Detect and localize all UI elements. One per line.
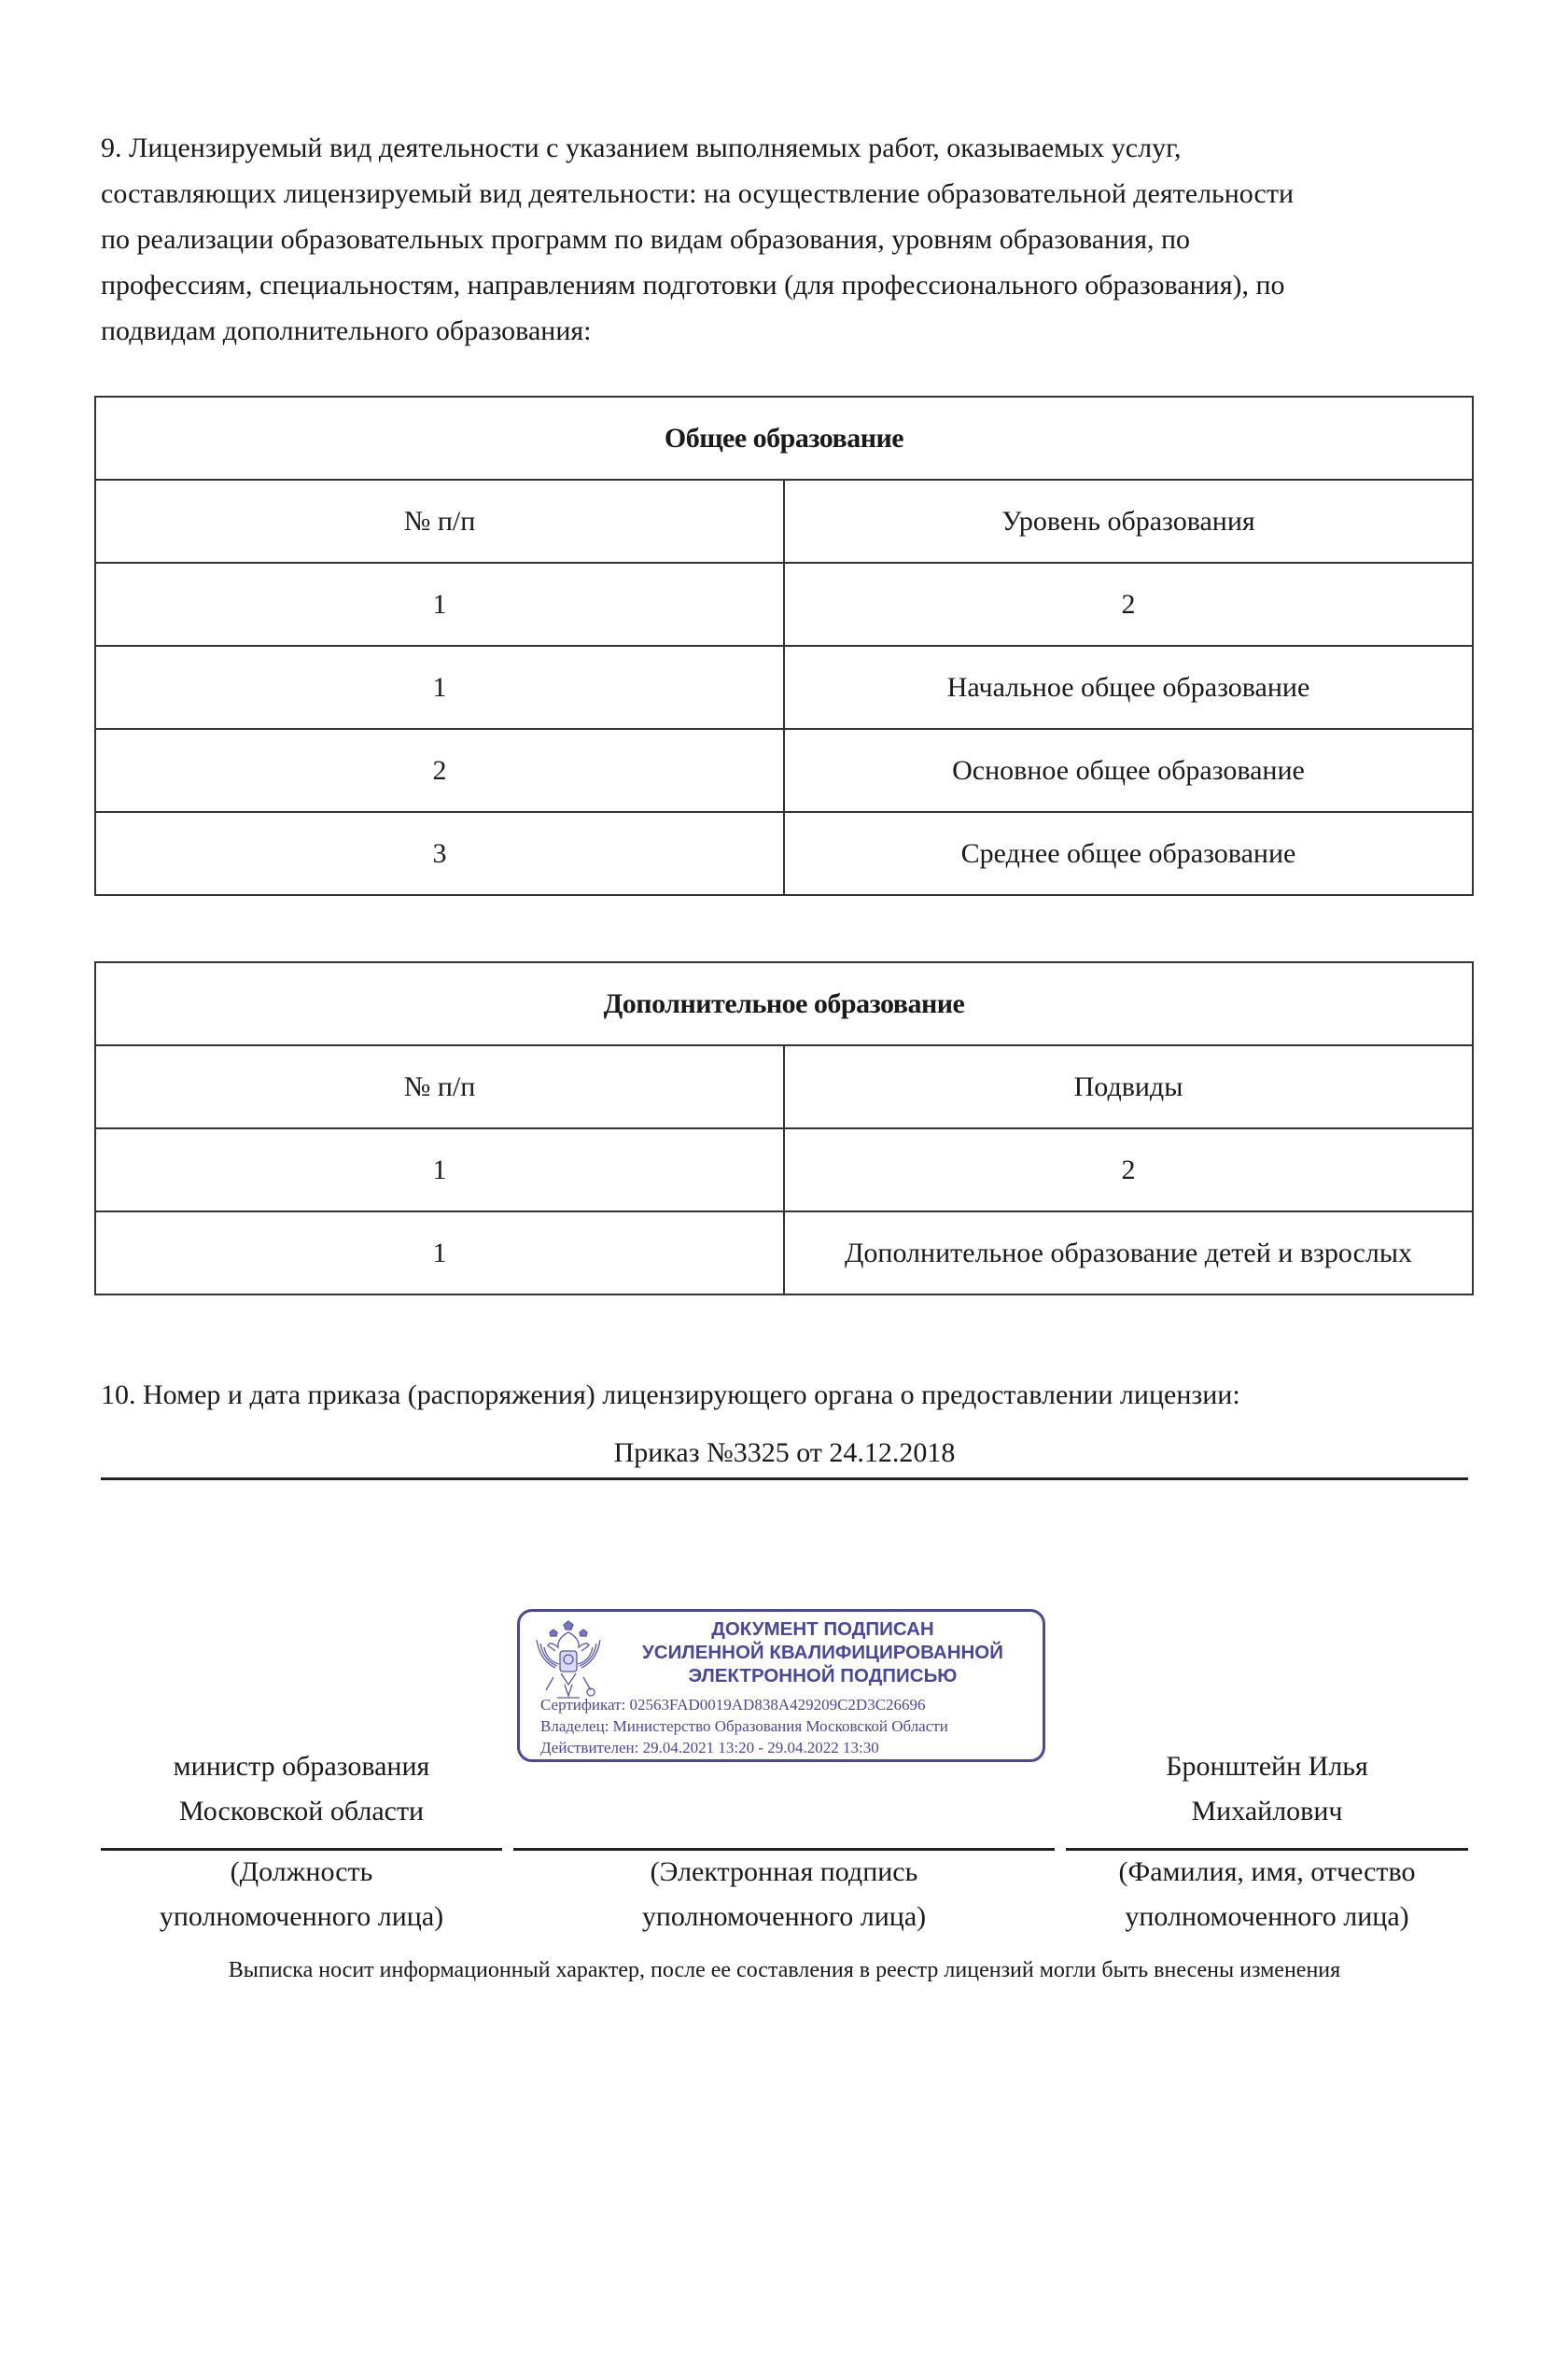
table-row (95, 1128, 1473, 1211)
stamp-heading-line: ДОКУМЕНТ ПОДПИСАН (711, 1618, 934, 1640)
paragraph-line: 9. Лицензируемый вид деятельности с указанием выполняемых работ, оказываемых услуг, (101, 133, 1182, 163)
caption-line: уполномоченного лица) (641, 1901, 927, 1932)
order-underline (101, 1477, 1468, 1480)
row-number: 1 (95, 646, 784, 729)
caption-line: уполномоченного лица) (1125, 1901, 1409, 1932)
column-header-subtypes: Подвиды (784, 1045, 1473, 1128)
stamp-heading (609, 1617, 1037, 1687)
stamp-heading-line: УСИЛЕННОЙ КВАЛИФИЦИРОВАННОЙ (642, 1642, 1003, 1663)
table-row (95, 563, 1473, 646)
row-number: 1 (95, 563, 784, 646)
section-9-paragraph (101, 125, 1482, 354)
general-education-table (94, 396, 1474, 896)
paragraph-line: подвидам дополнительного образования: (101, 315, 592, 346)
row-value: Среднее общее образование (784, 812, 1473, 895)
official-position (101, 1744, 502, 1834)
row-value: Начальное общее образование (784, 646, 1473, 729)
table-title-row (95, 397, 1473, 480)
section-10-label: 10. Номер и дата приказа (распоряжения) лицензирующего органа о предоставлении лицензии: (101, 1379, 1240, 1410)
table-row (95, 729, 1473, 812)
position-line: Московской области (178, 1796, 425, 1826)
column-header-number: № п/п (95, 480, 784, 563)
paragraph-line: профессиям, специальностям, направлениям подготовки (для профессионального образования), по (101, 270, 1285, 301)
stamp-details (540, 1694, 948, 1758)
row-value: 2 (784, 563, 1473, 646)
caption-line: (Электронная подпись (650, 1856, 918, 1887)
table-row (95, 812, 1473, 895)
row-value: 2 (784, 1128, 1473, 1211)
disclaimer-note: Выписка носит информационный характер, после ее составления в реестр лицензий могли быть внесены изменения (228, 1958, 1341, 1982)
table-title: Общее образование (95, 397, 1473, 480)
official-name (1066, 1744, 1468, 1834)
table-row (95, 1211, 1473, 1294)
electronic-signature-stamp (517, 1609, 1045, 1762)
paragraph-line: по реализации образовательных программ по видам образования, уровням образования, по (101, 224, 1191, 255)
row-value: Дополнительное образование детей и взрослых (784, 1211, 1473, 1294)
row-number: 1 (95, 1128, 784, 1211)
order-number-date: Приказ №3325 от 24.12.2018 (613, 1437, 956, 1468)
position-line: министр образования (173, 1751, 430, 1782)
additional-education-table (94, 961, 1474, 1295)
signature-caption (513, 1850, 1055, 1939)
table-title: Дополнительное образование (95, 962, 1473, 1045)
stamp-certificate: Сертификат: 02563FAD0019AD838A429209C2D3C26696 (540, 1696, 926, 1714)
table-header-row (95, 480, 1473, 563)
name-line: Бронштейн Илья (1166, 1751, 1368, 1782)
caption-line: уполномоченного лица) (159, 1901, 444, 1932)
paragraph-line: составляющих лицензируемый вид деятельности: на осуществление образовательной деятельности (101, 178, 1295, 209)
coat-of-arms-icon (533, 1619, 604, 1705)
row-number: 3 (95, 812, 784, 895)
stamp-owner: Владелец: Министерство Образования Московской Области (540, 1717, 948, 1735)
column-header-number: № п/п (95, 1045, 784, 1128)
caption-line: (Должность (230, 1856, 373, 1887)
stamp-heading-line: ЭЛЕКТРОННОЙ ПОДПИСЬЮ (688, 1665, 958, 1686)
row-number: 1 (95, 1211, 784, 1294)
stamp-validity: Действителен: 29.04.2021 13:20 - 29.04.2022 13:30 (540, 1739, 879, 1756)
name-caption (1066, 1850, 1468, 1939)
name-line: Михайлович (1191, 1796, 1343, 1826)
column-header-level: Уровень образования (784, 480, 1473, 563)
table-row (95, 646, 1473, 729)
row-number: 2 (95, 729, 784, 812)
caption-line: (Фамилия, имя, отчество (1118, 1856, 1416, 1887)
row-value: Основное общее образование (784, 729, 1473, 812)
table-title-row (95, 962, 1473, 1045)
table-header-row (95, 1045, 1473, 1128)
position-caption (101, 1850, 502, 1939)
